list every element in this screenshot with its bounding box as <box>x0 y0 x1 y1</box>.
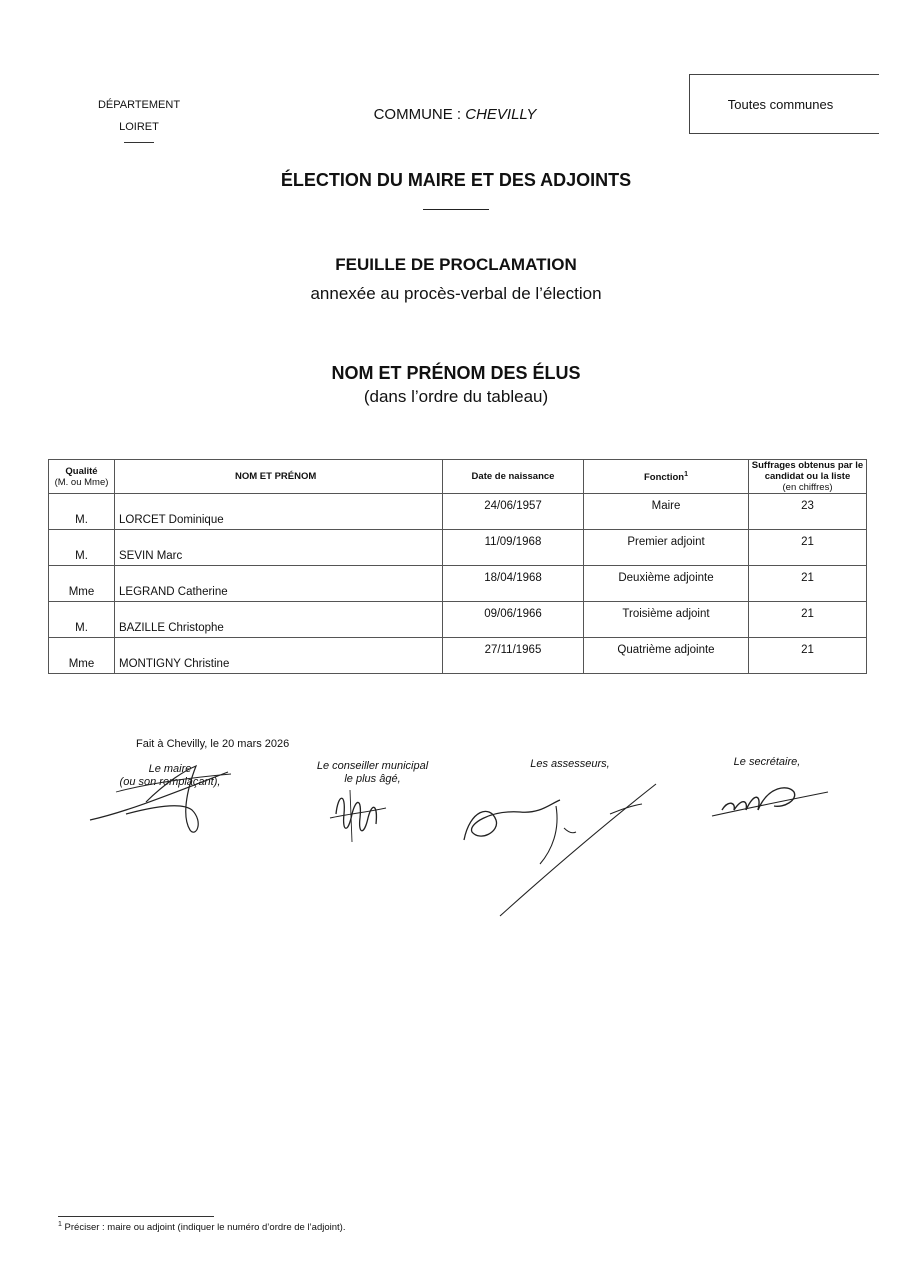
header-fonction-note: 1 <box>684 471 688 479</box>
header-fonction-label: Fonction <box>643 472 685 484</box>
header-nom: NOM ET PRÉNOM <box>115 460 443 494</box>
cell-nom: LEGRAND Catherine <box>115 566 443 602</box>
secretaire-signature-label: Le secrétaire, <box>733 756 801 768</box>
cell-fonction: Premier adjoint <box>584 530 749 566</box>
cell-fonction: Deuxième adjointe <box>584 566 749 602</box>
conseiller-label-line2: le plus âgé, <box>344 773 401 785</box>
cell-suffrages: 21 <box>749 566 867 602</box>
maire-label-line1: Le maire <box>148 763 192 775</box>
header-suffrages-sub: (en chiffres) <box>782 482 833 493</box>
title-rule <box>423 209 489 210</box>
cell-qualite: Mme <box>49 566 115 602</box>
cell-fonction: Quatrième adjointe <box>584 638 749 674</box>
proclamation-title: FEUILLE DE PROCLAMATION <box>335 255 577 274</box>
footnote-rule <box>58 1216 214 1217</box>
commune-label: COMMUNE : <box>373 106 462 123</box>
fait-a-date: Fait à Chevilly, le 20 mars 2026 <box>136 738 290 750</box>
commune-value: CHEVILLY <box>465 106 537 123</box>
table-header-row <box>49 460 867 494</box>
toutes-communes-box <box>689 74 879 134</box>
header-suffrages-label: Suffrages obtenus par le candidat ou la liste <box>751 460 864 482</box>
conseiller-label-line1: Le conseiller municipal <box>316 760 429 772</box>
conseiller-signature <box>328 784 388 844</box>
proclamation-subtitle: annexée au procès-verbal de l’élection <box>310 284 602 303</box>
table-row <box>49 638 867 674</box>
cell-suffrages: 21 <box>749 638 867 674</box>
commune-line <box>330 106 580 123</box>
cell-nom: LORCET Dominique <box>115 494 443 530</box>
noms-subtitle: (dans l’ordre du tableau) <box>363 387 549 406</box>
cell-qualite: M. <box>49 494 115 530</box>
conseiller-signature-label <box>300 760 445 786</box>
table-row <box>49 494 867 530</box>
cell-suffrages: 21 <box>749 530 867 566</box>
main-title: ÉLECTION DU MAIRE ET DES ADJOINTS <box>280 170 632 190</box>
noms-title: NOM ET PRÉNOM DES ÉLUS <box>331 363 581 383</box>
cell-fonction: Maire <box>584 494 749 530</box>
departement-block <box>60 94 218 143</box>
assesseurs-signature <box>460 780 660 920</box>
footnote-text: Préciser : maire ou adjoint (indiquer le numéro d’ordre de l’adjoint). <box>61 1222 346 1234</box>
header-suffrages <box>749 460 867 494</box>
table-row <box>49 566 867 602</box>
elus-table <box>48 459 867 674</box>
cell-nom: SEVIN Marc <box>115 530 443 566</box>
cell-date: 11/09/1968 <box>443 530 584 566</box>
secretaire-signature <box>708 780 832 822</box>
cell-nom: BAZILLE Christophe <box>115 602 443 638</box>
table-row <box>49 530 867 566</box>
assesseurs-signature-label: Les assesseurs, <box>530 758 610 770</box>
footnote-mark: 1 <box>58 1221 62 1228</box>
header-qualite-sub: (M. ou Mme) <box>54 476 109 488</box>
cell-qualite: M. <box>49 530 115 566</box>
maire-signature <box>86 762 246 842</box>
header-fonction <box>584 460 749 494</box>
cell-date: 18/04/1968 <box>443 566 584 602</box>
header-qualite-label: Qualité <box>65 465 98 477</box>
footnote <box>58 1221 345 1233</box>
cell-suffrages: 21 <box>749 602 867 638</box>
departement-label: DÉPARTEMENT <box>97 99 181 111</box>
header-date: Date de naissance <box>443 460 584 494</box>
maire-label-line2: (ou son remplaçant), <box>119 776 221 788</box>
toutes-communes-text: Toutes communes <box>727 97 834 112</box>
cell-date: 27/11/1965 <box>443 638 584 674</box>
cell-date: 24/06/1957 <box>443 494 584 530</box>
cell-qualite: M. <box>49 602 115 638</box>
cell-nom: MONTIGNY Christine <box>115 638 443 674</box>
departement-rule <box>124 142 154 143</box>
cell-qualite: Mme <box>49 638 115 674</box>
cell-fonction: Troisième adjoint <box>584 602 749 638</box>
departement-value: LOIRET <box>119 121 159 133</box>
cell-date: 09/06/1966 <box>443 602 584 638</box>
header-qualite <box>49 460 115 494</box>
table-row <box>49 602 867 638</box>
cell-suffrages: 23 <box>749 494 867 530</box>
